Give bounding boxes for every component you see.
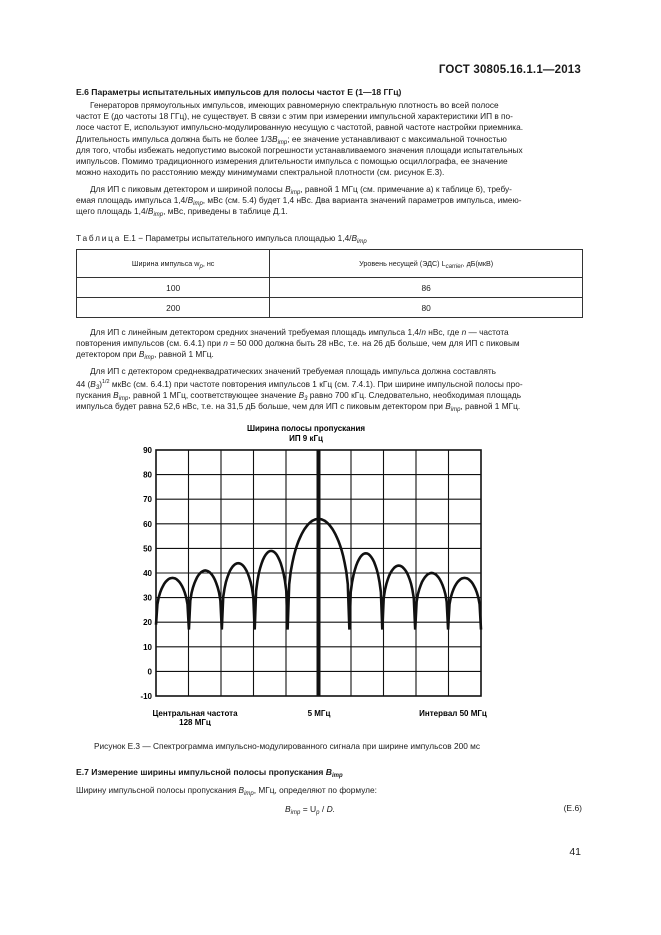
formula-e6: $B_{imp} = U_p / D$.	[285, 804, 336, 816]
spectrogram-svg	[130, 420, 500, 726]
paragraph-2: Для ИП с пиковым детектором и шириной полосы $B_{imp}$, равной 1 МГц (см. примечание а) к таблице 6), требу- емая площадь импульса $1,4/B_{imp}$, мВс (см. 5.4) будет 1,4 нВс. Два варианта значений параметров импульса, имею- щего площадь $1,4/B_{imp}$, мВс, приведены в таблице Д.1.	[76, 184, 522, 219]
table-header-row	[77, 250, 583, 278]
x-label-right: Интервал 50 МГц	[419, 709, 487, 718]
table-row	[77, 278, 583, 298]
y-tick-label: 60	[143, 519, 152, 529]
y-tick-label: 80	[143, 470, 152, 480]
paragraph-3: Для ИП с линейным детектором средних значений требуемая площадь импульса 1,4/n нВс, где n — частота повторения импульсов (см. 6.4.1) при n = 50 000 должна быть 28 нВс, т.е. на 26 дБ больше, чем для ИП с пиковым детектором при $B_{imp}$, равной 1 МГц.	[76, 327, 520, 362]
table-cell-width: 200	[77, 298, 270, 318]
chart-subtitle: ИП 9 кГц	[289, 434, 323, 443]
y-tick-label: 20	[143, 618, 152, 628]
parameters-table	[76, 249, 583, 318]
table-cell-width: 100	[77, 278, 270, 298]
y-tick-label: 10	[143, 642, 152, 652]
y-tick-label: -10	[140, 692, 152, 701]
spectrogram-chart	[130, 420, 500, 726]
section-e6-title: Е.6 Параметры испытательных импульсов для полосы частот Е (1—18 ГГц)	[76, 87, 402, 97]
y-tick-label: 90	[143, 446, 152, 455]
y-tick-label: 0	[147, 667, 152, 677]
paragraph-4: Для ИП с детектором среднеквадратических значений требуемая площадь импульса должна составлять 44 $(B_3)^{1/2}$ мкВс (см. 6.4.1) при частоте повторения импульсов 1 кГц (см. 7.4.1). При ширине импульсной полосы про- пускания $B_{imp}$, равной 1 МГц, соответствующее значение $B_3$ равно 700 кГц. Следовательно, необходимая площадь импульса будет равна 52,6 нВс, т.е. на 31,5 дБ больше, чем для ИП с пиковым детектором при $B_{imp}$, равной 1 МГц.	[76, 366, 523, 414]
chart-title: Ширина полосы пропускания	[246, 424, 366, 433]
y-tick-label: 30	[143, 593, 152, 603]
paragraph-5: Ширину импульсной полосы пропускания $B_{imp}$, МГц, определяют по формуле:	[76, 785, 377, 797]
x-label-left-2: 128 МГц	[179, 718, 211, 726]
table-cell-level: 86	[270, 278, 583, 298]
col-header-width: Ширина импульса $w_p$, нс	[77, 250, 270, 278]
x-label-left: Центральная частота	[152, 709, 238, 718]
x-label-center: 5 МГц	[307, 709, 331, 718]
table-row	[77, 298, 583, 318]
chart-y-ticks	[140, 446, 152, 701]
figure-caption: Рисунок Е.3 — Спектрограмма импульсно-модулированного сигнала при ширине импульсов 200 мс	[94, 741, 480, 751]
page-number: 41	[569, 846, 581, 858]
standard-header: ГОСТ 30805.16.1.1—2013	[438, 64, 581, 76]
col-header-level: Уровень несущей (ЭДС) $L_{carrier}$, дБ(мкВ)	[270, 250, 583, 278]
table-caption: Таблица Е.1 − Параметры испытательного импульса площадью $1,4/B_{imp}$	[76, 233, 367, 245]
y-tick-label: 70	[143, 495, 152, 505]
paragraph-1: Генераторов прямоугольных импульсов, имеющих равномерную спектральную плотность во всей полосе частот Е (до частоты 18 ГГц), не существует. В связи с этим при измерении импульсной характеристики ИП в по- лосе частот Е, используют импульсно-модулированную несущую с частотой, равной частоте настройки приемника. Длительность импульса должна быть не более $1/3B_{imp}$; ее значение устанавливают с максимальной точностью для того, чтобы избежать недопустимо высокой погрешности устанавливаемого значения площади испытательных импульсов. Помимо традиционного измерения длительности импульса с помощью осциллографа, ее значение можно находить по расстоянию между минимумами спектральной плотности (см. рисунок Е.3).	[76, 100, 523, 178]
y-tick-label: 50	[143, 544, 152, 554]
y-tick-label: 40	[143, 569, 152, 578]
table-cell-level: 80	[270, 298, 583, 318]
equation-number: (Е.6)	[563, 803, 582, 813]
section-e7-title: Е.7 Измерение ширины импульсной полосы пропускания $B_{imp}$	[76, 767, 343, 779]
